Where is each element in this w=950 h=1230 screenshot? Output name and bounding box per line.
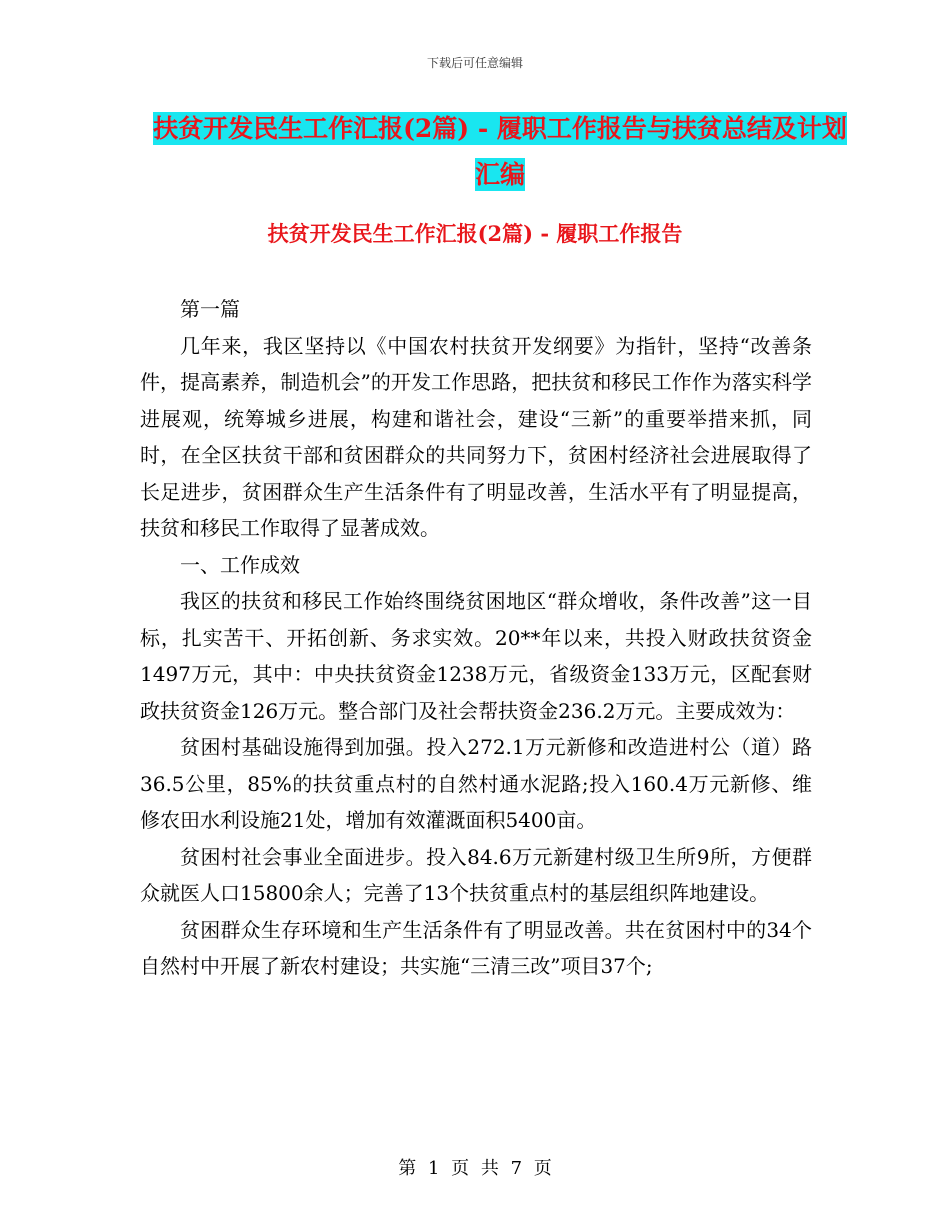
header-note: 下载后可任意编辑 <box>426 56 523 70</box>
paragraph-environment: 贫困群众生存环境和生产生活条件有了明显改善。共在贫困村中的34个自然村中开展了新农村建设；共实施“三清三改”项目37个; <box>140 917 812 978</box>
paragraph-heading-results: 一、工作成效 <box>180 552 300 577</box>
document-title <box>150 106 850 198</box>
document-body <box>140 291 812 985</box>
section-title: 扶贫开发民生工作汇报(2篇) - 履职工作报告 <box>267 221 683 246</box>
paragraph-funding: 我区的扶贫和移民工作始终围绕贫困地区“群众增收，条件改善”这一目标，扎实苦干、开拓创新、务求实效。20**年以来，共投入财政扶贫资金1497万元，其中：中央扶贫资金1238万元，省级资金133万元，区配套财政扶贫资金126万元。整合部门及社会帮扶资金236.2万元。主要成效为： <box>140 589 812 723</box>
paragraph-intro: 几年来，我区坚持以《中国农村扶贫开发纲要》为指针，坚持“改善条件，提高素养，制造机会”的开发工作思路，把扶贫和移民工作作为落实科学进展观，统筹城乡进展，构建和谐社会，建设“三新”的重要举措来抓，同时，在全区扶贫干部和贫困群众的共同努力下，贫困村经济社会进展取得了长足进步，贫困群众生产生活条件有了明显改善，生活水平有了明显提高，扶贫和移民工作取得了显著成效。 <box>140 333 812 540</box>
page-number-footer: 第 1 页 共 7 页 <box>398 1158 552 1179</box>
paragraph-part-label: 第一篇 <box>180 297 240 321</box>
document-title-text: 扶贫开发民生工作汇报(2篇) - 履职工作报告与扶贫总结及计划汇编 <box>153 114 847 189</box>
paragraph-infrastructure: 贫困村基础设施得到加强。投入272.1万元新修和改造进村公（道）路36.5公里，85%的扶贫重点村的自然村通水泥路;投入160.4万元新修、维修农田水利设施21处，增加有效灌溉面积5400亩。 <box>140 735 812 832</box>
paragraph-social: 贫困村社会事业全面进步。投入84.6万元新建村级卫生所9所，方便群众就医人口15800余人；完善了13个扶贫重点村的基层组织阵地建设。 <box>140 844 812 905</box>
